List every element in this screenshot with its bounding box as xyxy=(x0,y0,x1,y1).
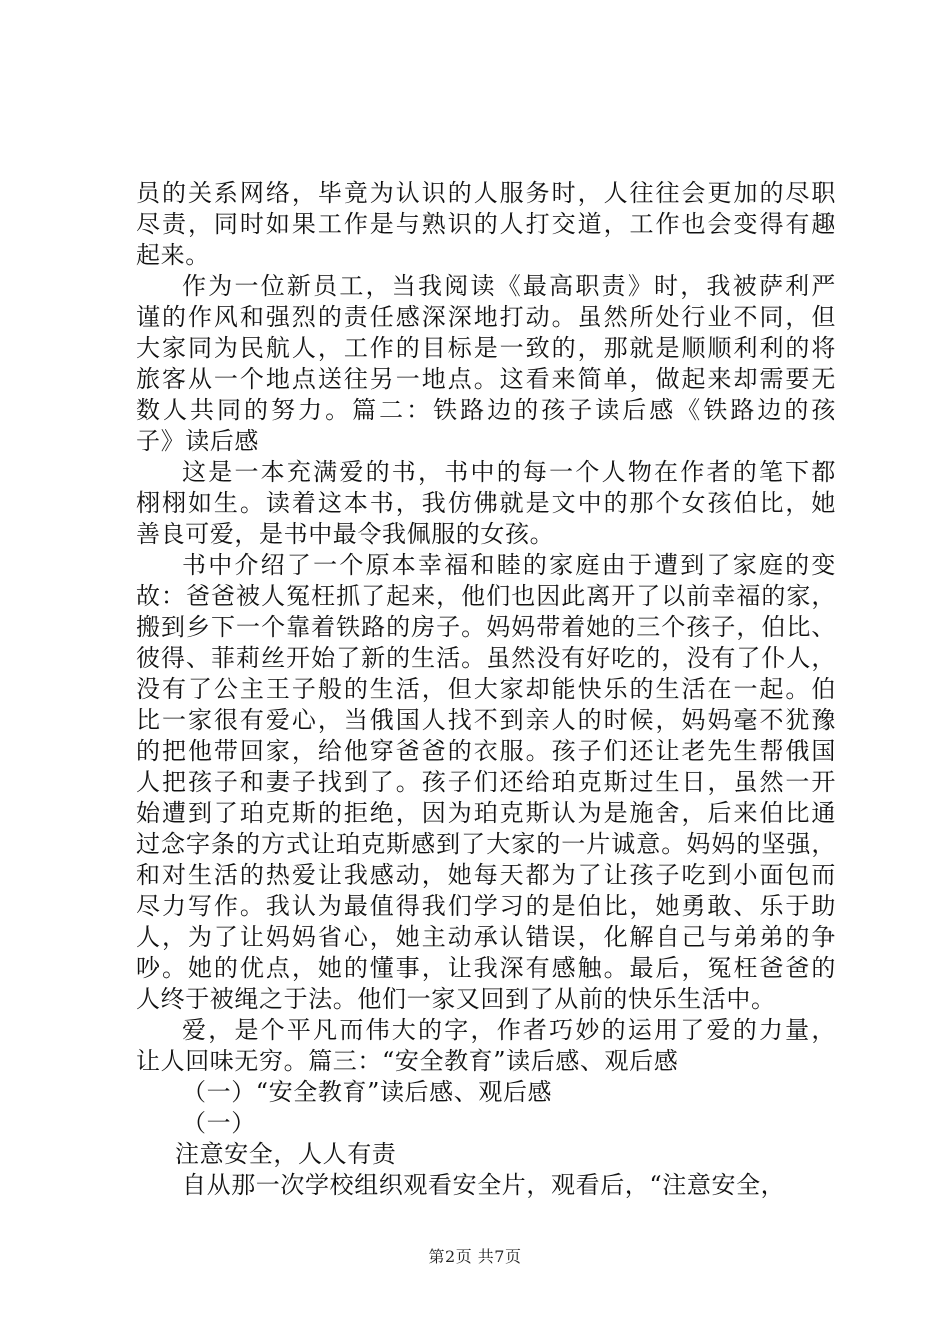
paragraph-first-line: 自从那一次学校组织观看安全片，观看后，“注意安全， xyxy=(182,1171,786,1199)
text-line: 搬到乡下一个靠着铁路的房子。妈妈带着她的三个孩子，伯比、 xyxy=(136,613,836,641)
text-line: 始遭到了珀克斯的拒绝，因为珀克斯认为是施舍，后来伯比通 xyxy=(136,799,836,827)
text-line: 彼得、菲莉丝开始了新的生活。虽然没有好吃的，没有了仆人， xyxy=(136,644,836,672)
text-line: 栩栩如生。读着这本书，我仿佛就是文中的那个女孩伯比，她 xyxy=(136,489,836,517)
text-line: 的把他带回家，给他穿爸爸的衣服。孩子们还让老先生帮俄国 xyxy=(136,737,836,765)
text-line: 大家同为民航人，工作的目标是一致的，那就是顺顺利利的将 xyxy=(136,334,836,362)
section-subheading: （一） xyxy=(182,1109,256,1137)
paragraph-first-line: 这是一本充满爱的书，书中的每一个人物在作者的笔下都 xyxy=(182,458,836,486)
paragraph-first-line: 爱，是个平凡而伟大的字，作者巧妙的运用了爱的力量， xyxy=(182,1016,836,1044)
text-line: 和对生活的热爱让我感动，她每天都为了让孩子吃到小面包而 xyxy=(136,861,836,889)
text-line: 比一家很有爱心，当俄国人找不到亲人的时候，妈妈毫不犹豫 xyxy=(136,706,836,734)
text-line: 过念字条的方式让珀克斯感到了大家的一片诚意。妈妈的坚强， xyxy=(136,830,836,858)
text-line: 让人回味无穷。篇三：“安全教育”读后感、观后感 xyxy=(136,1047,679,1075)
article-title: 注意安全，人人有责 xyxy=(175,1140,397,1168)
page-number-footer: 第2页 共7页 xyxy=(428,1247,522,1266)
section-heading: （一）“安全教育”读后感、观后感 xyxy=(182,1078,553,1106)
text-line: 起来。 xyxy=(136,241,210,269)
paragraph-first-line: 书中介绍了一个原本幸福和睦的家庭由于遭到了家庭的变 xyxy=(182,551,836,579)
text-line: 旅客从一个地点送往另一地点。这看来简单，做起来却需要无 xyxy=(136,365,836,393)
text-line: 故：爸爸被人冤枉抓了起来，他们也因此离开了以前幸福的家， xyxy=(136,582,836,610)
text-line: 谨的作风和强烈的责任感深深地打动。虽然所处行业不同，但 xyxy=(136,303,836,331)
text-line: 人终于被绳之于法。他们一家又回到了从前的快乐生活中。 xyxy=(136,985,776,1013)
text-line: 尽责，同时如果工作是与熟识的人打交道，工作也会变得有趣 xyxy=(136,210,836,238)
paragraph-first-line: 作为一位新员工，当我阅读《最高职责》时，我被萨利严 xyxy=(182,272,836,300)
text-line: 数人共同的努力。篇二：铁路边的孩子读后感《铁路边的孩 xyxy=(136,396,836,424)
text-line: 尽力写作。我认为最值得我们学习的是伯比，她勇敢、乐于助 xyxy=(136,892,836,920)
text-line: 吵。她的优点，她的懂事，让我深有感触。最后，冤枉爸爸的 xyxy=(136,954,836,982)
text-line: 员的关系网络，毕竟为认识的人服务时，人往往会更加的尽职 xyxy=(136,179,836,207)
text-line: 人把孩子和妻子找到了。孩子们还给珀克斯过生日，虽然一开 xyxy=(136,768,836,796)
text-line: 人，为了让妈妈省心，她主动承认错误，化解自己与弟弟的争 xyxy=(136,923,836,951)
text-line: 善良可爱，是书中最令我佩服的女孩。 xyxy=(136,520,555,548)
text-line: 没有了公主王子般的生活，但大家却能快乐的生活在一起。伯 xyxy=(136,675,836,703)
text-line: 子》读后感 xyxy=(136,427,259,455)
